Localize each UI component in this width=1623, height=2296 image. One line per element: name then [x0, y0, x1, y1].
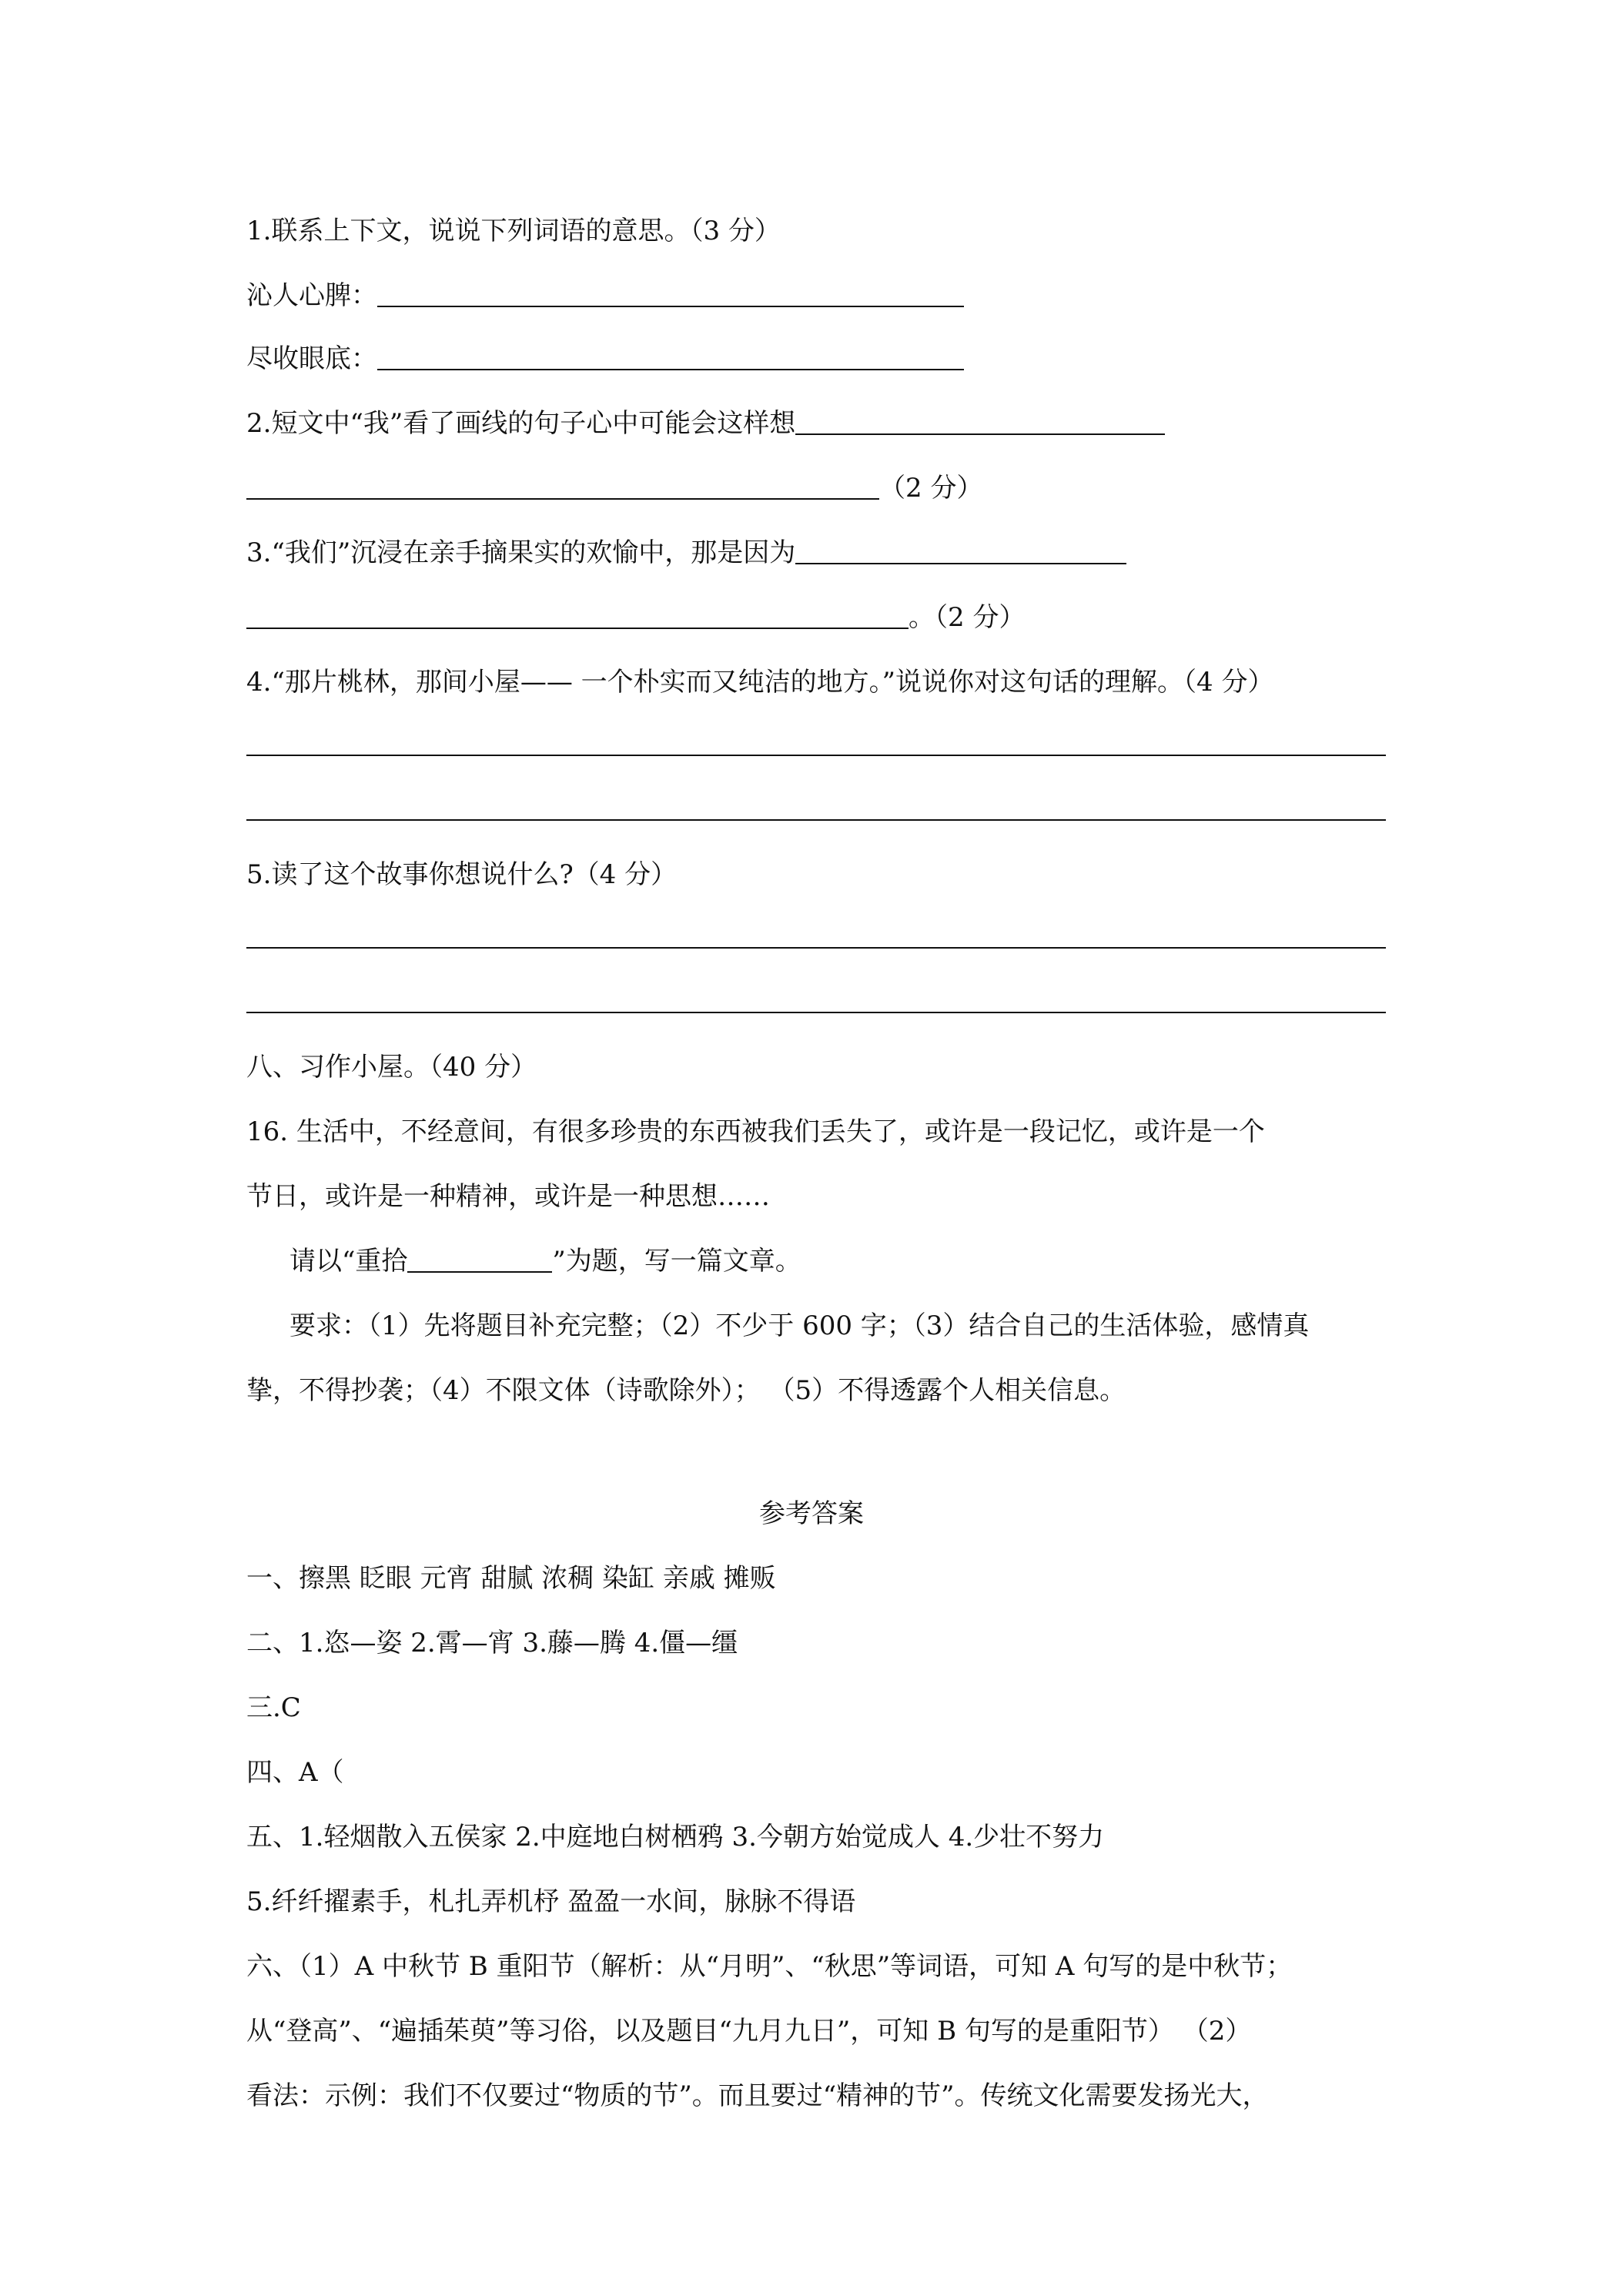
title-blank[interactable] — [407, 1245, 552, 1273]
writing-heading: 八、习作小屋。（40 分） — [246, 1052, 537, 1083]
answer-section-5: 五、1.轻烟散入五侯家 2.中庭地白树栖鸦 3.今朝方始觉成人 4.少壮不努力 — [246, 1822, 1105, 1853]
answer-line-4b[interactable] — [246, 819, 1386, 821]
question-3 — [246, 536, 1126, 570]
answer-blank-1a[interactable] — [377, 279, 964, 307]
question-2-text: 2.短文中“我”看了画线的句子心中可能会这样想 — [246, 408, 796, 439]
answer-blank-1b[interactable] — [377, 343, 964, 370]
question-3-continued — [246, 601, 1025, 634]
writing-requirements-line-2: 挚，不得抄袭；（4）不限文体（诗歌除外）； （5）不得透露个人相关信息。 — [246, 1375, 1126, 1406]
answer-section-4: 四、A（ — [246, 1757, 344, 1788]
answer-section-6-line-3: 看法：示例：我们不仅要过“物质的节”。而且要过“精神的节”。传统文化需要发扬光大， — [246, 2080, 1269, 2111]
writing-prompt-suffix: ”为题，写一篇文章。 — [552, 1246, 801, 1277]
writing-item-16-line-2: 节日，或许是一种精神，或许是一种思想…… — [246, 1181, 770, 1212]
answer-section-5b: 5.纤纤擢素手，札扎弄机杼 盈盈一水间，脉脉不得语 — [246, 1886, 856, 1917]
answer-blank-3a[interactable] — [795, 537, 1126, 564]
question-3-text: 3.“我们”沉浸在亲手摘果实的欢愉中，那是因为 — [246, 537, 796, 568]
answer-section-6-line-2: 从“登高”、“遍插茱萸”等习俗，以及题目“九月九日”，可知 B 句写的是重阳节） （2） — [246, 2016, 1252, 2047]
answer-blank-2a[interactable] — [795, 407, 1165, 435]
writing-prompt-prefix: 请以“重拾 — [289, 1246, 408, 1277]
question-1b-label: 尽收眼底： — [246, 343, 377, 374]
answer-blank-3b[interactable] — [246, 601, 909, 629]
writing-prompt — [289, 1244, 801, 1278]
question-4: 4.“那片桃林，那间小屋—— 一个朴实而又纯洁的地方。”说说你对这句话的理解。（4 分） — [246, 667, 1274, 698]
writing-requirements-line-1: 要求：（1）先将题目补充完整；（2）不少于 600 字；（3）结合自己的生活体验，感情真 — [289, 1310, 1310, 1341]
answer-blank-2b[interactable] — [246, 472, 879, 500]
answer-section-1: 一、擦黑 眨眼 元宵 甜腻 浓稠 染缸 亲戚 摊贩 — [246, 1563, 776, 1594]
answer-section-2: 二、1.恣—姿 2.霄—宵 3.藤—腾 4.僵—缰 — [246, 1628, 738, 1658]
question-1a — [246, 279, 964, 313]
question-3-score: 。（2 分） — [909, 602, 1026, 633]
question-2-continued — [246, 471, 982, 505]
answer-section-3: 三.C — [246, 1692, 301, 1723]
question-1a-label: 沁人心脾： — [246, 280, 377, 311]
question-2-score: （2 分） — [879, 473, 983, 504]
question-2 — [246, 407, 1165, 440]
answer-line-4a[interactable] — [246, 755, 1386, 756]
question-5: 5.读了这个故事你想说什么?（4 分） — [246, 859, 678, 890]
question-1: 1.联系上下文，说说下列词语的意思。（3 分） — [246, 216, 781, 246]
answer-section-6-line-1: 六、（1）A 中秋节 B 重阳节（解析：从“月明”、“秋思”等词语，可知 A 句写的是中秋节； — [246, 1951, 1293, 1982]
answer-line-5a[interactable] — [246, 947, 1386, 949]
answers-title: 参考答案 — [759, 1498, 864, 1529]
writing-item-16-line-1: 16. 生活中，不经意间，有很多珍贵的东西被我们丢失了，或许是一段记忆，或许是一个 — [246, 1116, 1265, 1147]
question-1b — [246, 342, 964, 376]
answer-line-5b[interactable] — [246, 1012, 1386, 1013]
